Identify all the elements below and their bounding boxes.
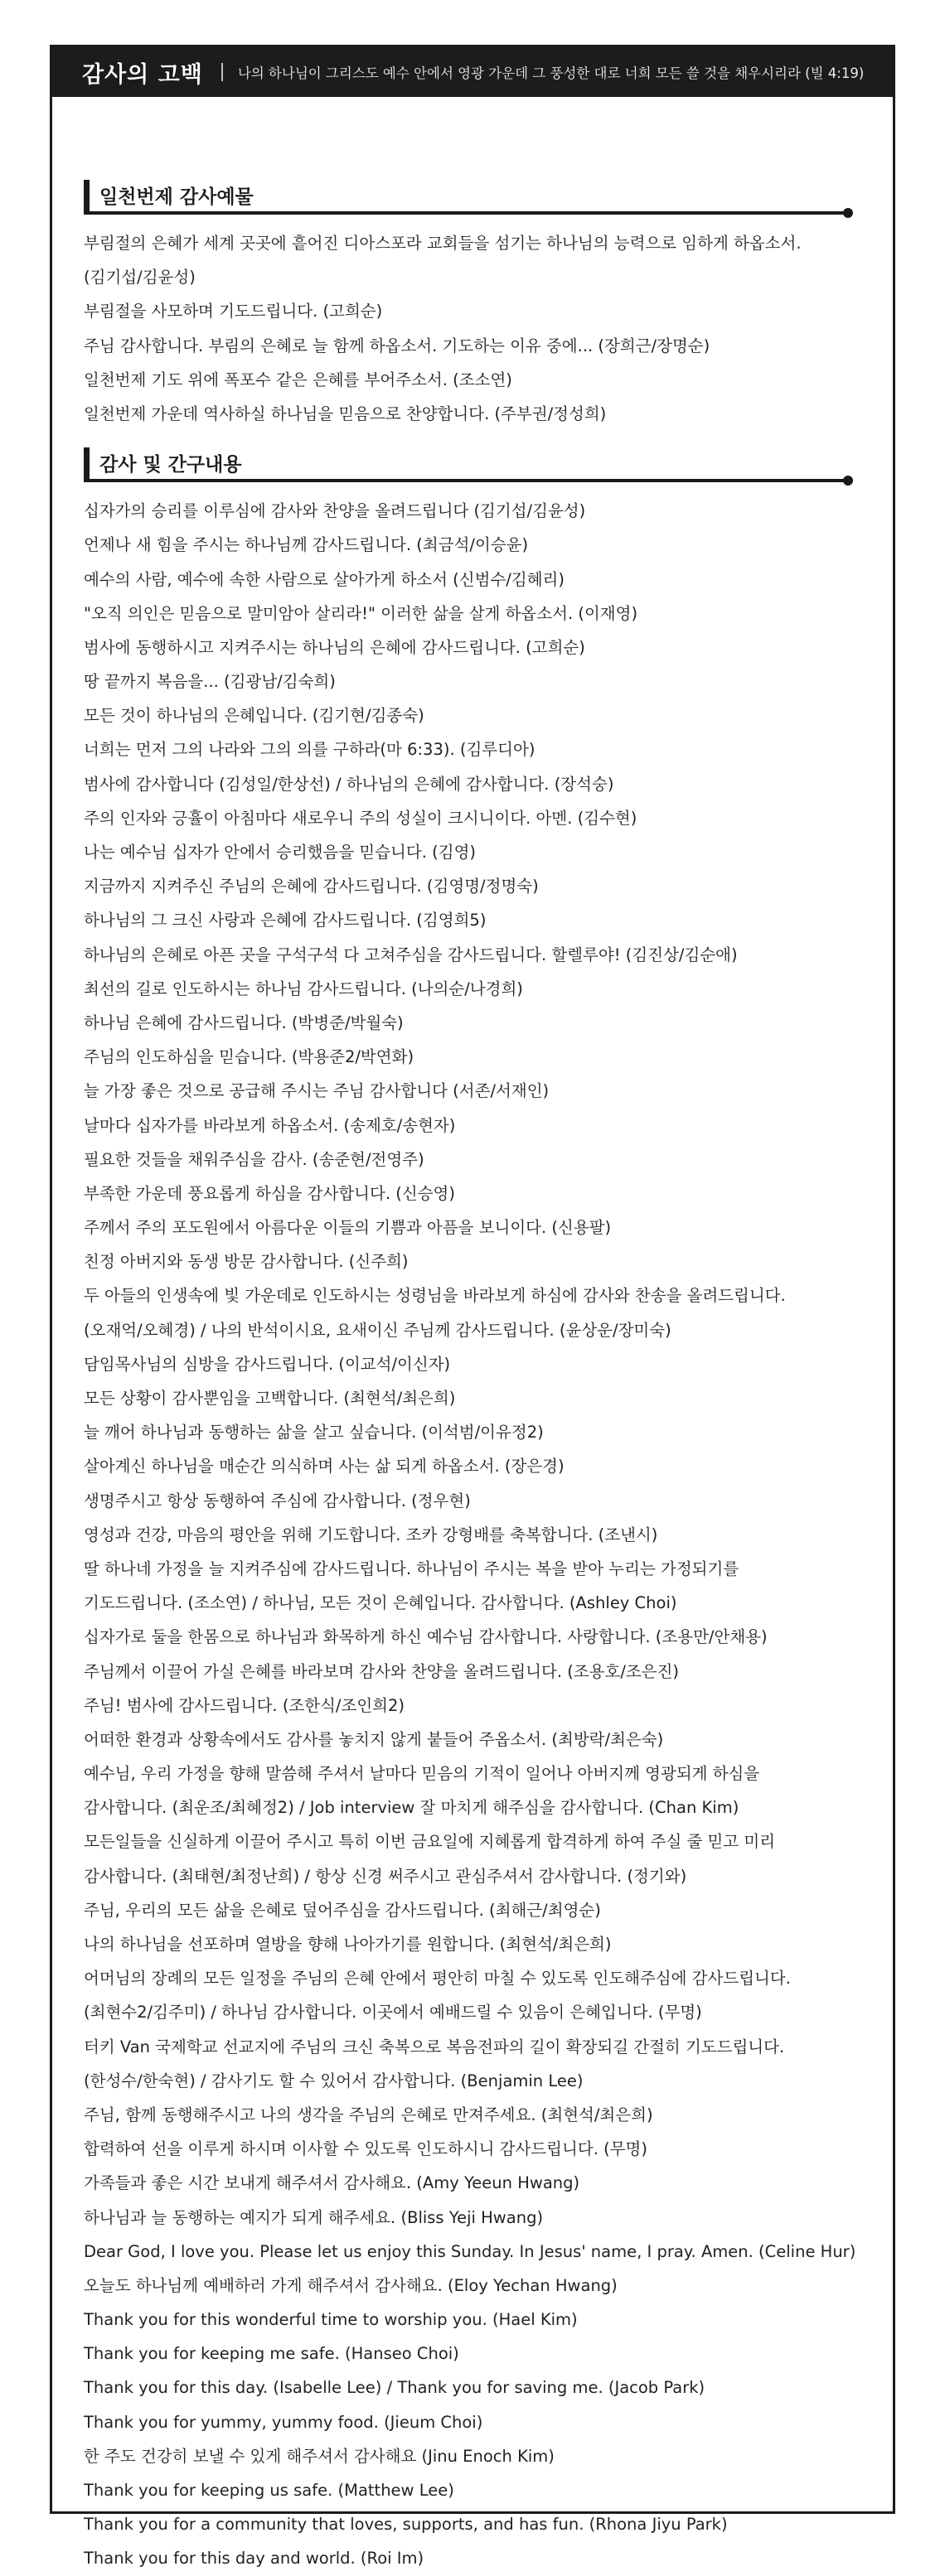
prayer-line: (김기섭/김윤성) <box>84 268 196 288</box>
prayer-line: Thank you for keeping me safe. (Hanseo Choi) <box>84 2344 459 2364</box>
prayer-line: 필요한 것들을 채워주심을 감사. (송준현/전영주) <box>84 1149 424 1169</box>
prayer-line: 모든 것이 하나님의 은혜입니다. (김기현/김종숙) <box>84 706 424 726</box>
prayer-line: Thank you for this day. (Isabelle Lee) / Thank you for saving me. (Jacob Park) <box>84 2378 705 2398</box>
prayer-line: 날마다 십자가를 바라보게 하옵소서. (송제호/송현자) <box>84 1115 456 1135</box>
prayer-line: 십자가의 승리를 이루심에 감사와 찬양을 올려드립니다 (김기섭/김윤성) <box>84 501 586 521</box>
prayer-line: 주님, 우리의 모든 삶을 은혜로 덮어주심을 감사드립니다. (최해근/최영순) <box>84 1900 601 1920</box>
thanksgiving-board <box>50 45 895 2569</box>
section-lines <box>84 482 861 2575</box>
prayer-line: 십자가로 둘을 한몸으로 하나님과 화목하게 하신 예수님 감사합니다. 사랑합니다. (조용만/안채용) <box>84 1627 768 1647</box>
prayer-line: 늘 가장 좋은 것으로 공급해 주시는 주님 감사합니다 (서존/서재인) <box>84 1081 550 1101</box>
prayer-line: 주님, 함께 동행해주시고 나의 생각을 주님의 은혜로 만져주세요. (최현석/최은희) <box>84 2105 653 2124</box>
prayer-line: 터키 Van 국제학교 선교지에 주님의 크신 축복으로 복음전파의 길이 확장되길 간절히 기도드립니다. <box>84 2037 785 2056</box>
prayer-line: 모든 상황이 감사뿐임을 고백합니다. (최현석/최은희) <box>84 1389 456 1408</box>
prayer-line: 예수님, 우리 가정을 향해 말씀해 주셔서 날마다 믿음의 기적이 일어나 아버지께 영광되게 하심을 <box>84 1764 760 1784</box>
prayer-line: 주님! 범사에 감사드립니다. (조한식/조인희2) <box>84 1695 405 1715</box>
section-offering <box>52 172 893 431</box>
header-verse: 나의 하나님이 그리스도 예수 안에서 영광 가운데 그 풍성한 대로 너희 모든 쓸 것을 채우시리라 (빌 4:19) <box>237 65 865 81</box>
prayer-line: 두 아들의 인생속에 빛 가운데로 인도하시는 성령님을 바라보게 하심에 감사와 찬송을 올려드립니다. <box>84 1286 786 1306</box>
prayer-line: 하나님과 늘 동행하는 예지가 되게 해주세요. (Bliss Yeji Hwang) <box>84 2207 544 2227</box>
prayer-line: 부림절을 사모하며 기도드립니다. (고희순) <box>84 302 383 321</box>
prayer-line: 땅 끝까지 복음을... (김광남/김숙희) <box>84 672 336 692</box>
prayer-line: (한성수/한숙현) / 감사기도 할 수 있어서 감사합니다. (Benjamin Lee) <box>84 2071 584 2090</box>
prayer-line: Dear God, I love you. Please let us enjoy this Sunday. In Jesus' name, I pray. Amen. (Celine Hur) <box>84 2241 856 2261</box>
prayer-line: 최선의 길로 인도하시는 하나님 감사드립니다. (나의순/나경희) <box>84 979 523 998</box>
section-prayers <box>52 439 893 2575</box>
prayer-line: 나는 예수님 십자가 안에서 승리했음을 믿습니다. (김영) <box>84 843 477 862</box>
prayer-line: 언제나 새 힘을 주시는 하나님께 감사드립니다. (최금석/이승윤) <box>84 535 529 555</box>
header-divider <box>221 63 223 81</box>
prayer-line: 한 주도 건강히 보낼 수 있게 해주셔서 감사해요 (Jinu Enoch Kim) <box>84 2446 555 2466</box>
prayer-line: 부림절의 은혜가 세계 곳곳에 흩어진 디아스포라 교회들을 섬기는 하나님의 능력으로 임하게 하옵소서. <box>84 234 802 253</box>
prayer-line: 나의 하나님을 선포하며 열방을 향해 나아가기를 원합니다. (최현석/최은희) <box>84 1935 612 1954</box>
prayer-line: Thank you for keeping us safe. (Matthew Lee) <box>84 2481 454 2500</box>
section-heading <box>84 439 861 482</box>
prayer-line: 예수의 사람, 예수에 속한 사람으로 살아가게 하소서 (신범수/김혜리) <box>84 569 565 589</box>
prayer-line: 범사에 감사합니다 (김성일/한상선) / 하나님의 은혜에 감사합니다. (장석숭) <box>84 774 614 794</box>
prayer-line: 주님의 인도하심을 믿습니다. (박용준2/박연화) <box>84 1047 414 1067</box>
prayer-line: 어떠한 환경과 상황속에서도 감사를 놓치지 않게 붙들어 주옵소서. (최방락/최은숙) <box>84 1729 664 1749</box>
prayer-line: 하나님의 그 크신 사랑과 은혜에 감사드립니다. (김영희5) <box>84 911 487 930</box>
prayer-line: 주께서 주의 포도원에서 아름다운 이들의 기쁨과 아픔을 보니이다. (신용팔) <box>84 1218 612 1238</box>
prayer-line: 주의 인자와 긍휼이 아침마다 새로우니 주의 성실이 크시니이다. 아멘. (김수현) <box>84 808 637 828</box>
prayer-line: (오재억/오혜경) / 나의 반석이시요, 요새이신 주님께 감사드립니다. (윤상운/장미숙) <box>84 1320 671 1340</box>
prayer-line: 너희는 먼저 그의 나라와 그의 의를 구하라(마 6:33). (김루디아) <box>84 740 536 760</box>
section-title: 감사 및 간구내용 <box>84 447 257 482</box>
prayer-line: (최현수2/김주미) / 하나님 감사합니다. 이곳에서 예배드릴 수 있음이 은혜입니다. (무명) <box>84 2003 702 2023</box>
prayer-line: 어머님의 장례의 모든 일정을 주님의 은혜 안에서 평안히 마칠 수 있도록 인도해주심에 감사드립니다. <box>84 1969 791 1989</box>
prayer-line: 일천번제 가운데 역사하실 하나님을 믿음으로 찬양합니다. (주부권/정성희) <box>84 404 607 423</box>
prayer-line: 감사합니다. (최운조/최혜정2) / Job interview 잘 마치게 해주심을 감사합니다. (Chan Kim) <box>84 1798 739 1818</box>
prayer-line: 범사에 동행하시고 지켜주시는 하나님의 은혜에 감사드립니다. (고희순) <box>84 637 585 657</box>
prayer-line: 생명주시고 항상 동행하여 주심에 감사합니다. (정우현) <box>84 1491 471 1510</box>
prayer-line: 가족들과 좋은 시간 보내게 해주셔서 감사해요. (Amy Yeeun Hwang) <box>84 2173 580 2193</box>
prayer-line: Thank you for this wonderful time to worship you. (Hael Kim) <box>84 2310 578 2330</box>
prayer-line: 모든일들을 신실하게 이끌어 주시고 특히 이번 금요일에 지혜롭게 합격하게 하여 주실 줄 믿고 미리 <box>84 1832 776 1852</box>
prayer-line: "오직 의인은 믿음으로 말미암아 살리라!" 이러한 삶을 살게 하옵소서. (이재영) <box>84 603 638 623</box>
prayer-line: 합력하여 선을 이루게 하시며 이사할 수 있도록 인도하시니 감사드립니다. (무명) <box>84 2139 647 2159</box>
prayer-line: 영성과 건강, 마음의 평안을 위해 기도합니다. 조카 강형배를 축복합니다. (조낸시) <box>84 1525 658 1544</box>
prayer-line: 하나님의 은혜로 아픈 곳을 구석구석 다 고쳐주심을 감사드립니다. 할렐루야! (김진상/김순애) <box>84 945 738 964</box>
prayer-line: Thank you for this day and world. (Roi Im) <box>84 2549 424 2569</box>
section-title: 일천번제 감사예물 <box>84 180 269 215</box>
prayer-line: 일천번제 기도 위에 폭포수 같은 은혜를 부어주소서. (조소연) <box>84 370 512 389</box>
prayer-line: 지금까지 지켜주신 주님의 은혜에 감사드립니다. (김영명/정명숙) <box>84 877 539 897</box>
prayer-line: 하나님 은혜에 감사드립니다. (박병준/박월숙) <box>84 1013 404 1032</box>
prayer-line: 딸 하나네 가정을 늘 지켜주심에 감사드립니다. 하나님이 주시는 복을 받아 누리는 가정되기를 <box>84 1559 739 1578</box>
prayer-line: 늘 깨어 하나님과 동행하는 삶을 살고 싶습니다. (이석범/이유정2) <box>84 1423 544 1443</box>
prayer-line: Thank you for yummy, yummy food. (Jieum Choi) <box>84 2412 483 2432</box>
section-rule-dot <box>843 208 853 218</box>
prayer-line: 주님께서 이끌어 가실 은혜를 바라보며 감사와 찬양을 올려드립니다. (조용호/조은진) <box>84 1661 680 1681</box>
prayer-line: Thank you for a community that loves, supports, and has fun. (Rhona Jiyu Park) <box>84 2515 728 2535</box>
prayer-line: 살아계신 하나님을 매순간 의식하며 사는 삶 되게 하옵소서. (장은경) <box>84 1457 565 1476</box>
prayer-line: 부족한 가운데 풍요롭게 하심을 감사합니다. (신승영) <box>84 1183 455 1203</box>
prayer-line: 친정 아버지와 동생 방문 감사합니다. (신주희) <box>84 1252 409 1272</box>
section-heading <box>84 172 861 215</box>
section-lines <box>84 215 861 431</box>
prayer-line: 감사합니다. (최태현/최정난희) / 항상 신경 써주시고 관심주셔서 감사합니다. (정기와) <box>84 1866 687 1886</box>
prayer-line: 기도드립니다. (조소연) / 하나님, 모든 것이 은혜입니다. 감사합니다. (Ashley Choi) <box>84 1593 677 1613</box>
prayer-line: 오늘도 하나님께 예배하러 가게 해주셔서 감사해요. (Eloy Yechan Hwang) <box>84 2275 618 2295</box>
prayer-line: 주님 감사합니다. 부림의 은혜로 늘 함께 하옵소서. 기도하는 이유 중에... (장희근/장명순) <box>84 336 710 355</box>
header-bar <box>52 47 893 97</box>
prayer-line: 담임목사님의 심방을 감사드립니다. (이교석/이신자) <box>84 1354 451 1374</box>
page-title: 감사의 고백 <box>82 61 203 88</box>
